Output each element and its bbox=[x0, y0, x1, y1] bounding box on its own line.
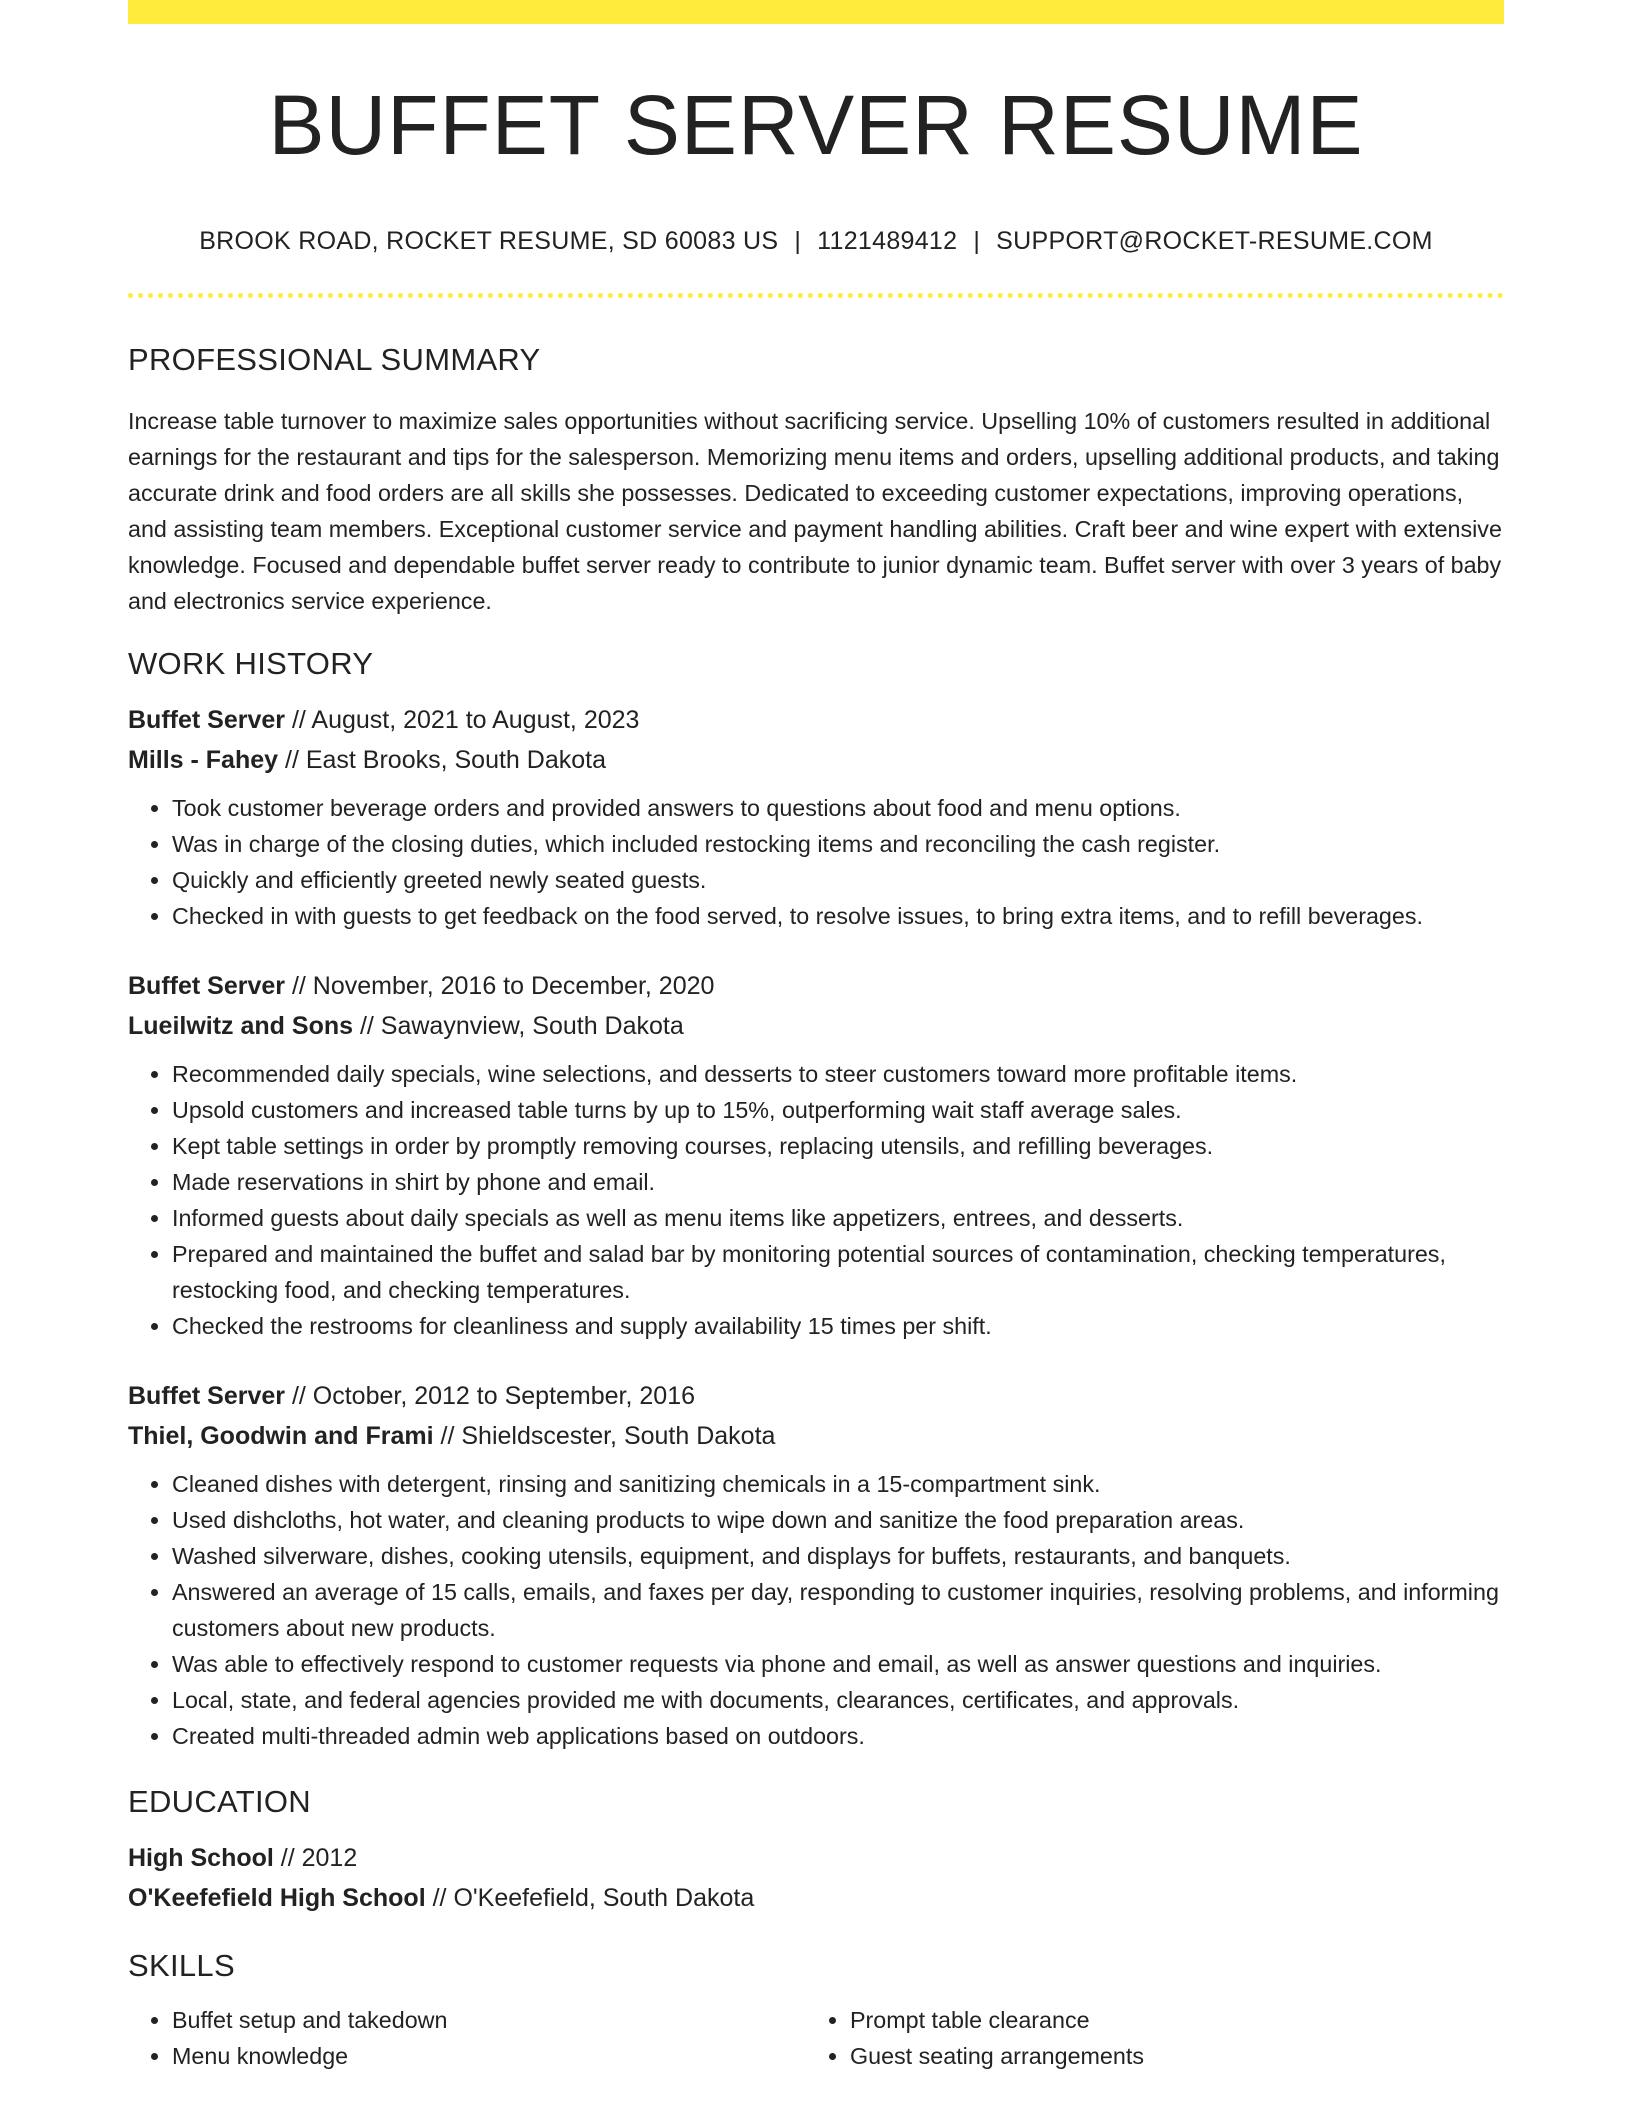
job-title-line bbox=[128, 1376, 1504, 1416]
skill-item: • Menu knowledge bbox=[172, 2038, 806, 2074]
job-bullet: • Took customer beverage orders and provided answers to questions about food and menu options. bbox=[172, 790, 1504, 826]
education-heading: EDUCATION bbox=[128, 1784, 311, 1819]
skills-left-list bbox=[128, 2002, 806, 2074]
job-bullet-list bbox=[128, 1466, 1504, 1754]
skill-item: • Guest seating arrangements bbox=[850, 2038, 1484, 2074]
resume-page bbox=[128, 0, 1504, 2074]
job-bullet: • Made reservations in shirt by phone and email. bbox=[172, 1164, 1504, 1200]
job-bullet: • Local, state, and federal agencies provided me with documents, clearances, certificates, and approvals. bbox=[172, 1682, 1504, 1718]
top-accent-bar bbox=[128, 0, 1504, 24]
contact-email: SUPPORT@ROCKET-RESUME.COM bbox=[996, 227, 1433, 255]
job-title-line bbox=[128, 966, 1504, 1006]
job-company-line bbox=[128, 1416, 1504, 1456]
dotted-divider bbox=[128, 293, 1504, 298]
job-bullet-list bbox=[128, 1056, 1504, 1344]
skill-item: • Buffet setup and takedown bbox=[172, 2002, 806, 2038]
resume-title: BUFFET SERVER RESUME bbox=[268, 78, 1364, 172]
job-bullet: • Cleaned dishes with detergent, rinsing and sanitizing chemicals in a 15-compartment sink. bbox=[172, 1466, 1504, 1502]
job-title-line bbox=[128, 700, 1504, 740]
job-role: Buffet Server bbox=[128, 1382, 285, 1410]
job-bullet: • Washed silverware, dishes, cooking utensils, equipment, and displays for buffets, restaurants, and banquets. bbox=[172, 1538, 1504, 1574]
job-entry bbox=[128, 966, 1504, 1344]
contact-separator: | bbox=[794, 227, 802, 255]
job-bullet: • Used dishcloths, hot water, and cleaning products to wipe down and sanitize the food preparation areas. bbox=[172, 1502, 1504, 1538]
contact-phone: 1121489412 bbox=[817, 227, 958, 255]
job-company-line bbox=[128, 1006, 1504, 1046]
job-company: Thiel, Goodwin and Frami bbox=[128, 1422, 434, 1450]
job-entry bbox=[128, 1376, 1504, 1754]
job-bullet: • Checked the restrooms for cleanliness and supply availability 15 times per shift. bbox=[172, 1308, 1504, 1344]
job-dates: // August, 2021 to August, 2023 bbox=[285, 706, 640, 734]
summary-heading: PROFESSIONAL SUMMARY bbox=[128, 342, 541, 377]
job-bullet: • Was able to effectively respond to customer requests via phone and email, as well as answer questions and inquiries. bbox=[172, 1646, 1504, 1682]
job-bullet: • Recommended daily specials, wine selections, and desserts to steer customers toward more profitable items. bbox=[172, 1056, 1504, 1092]
job-dates: // November, 2016 to December, 2020 bbox=[285, 972, 715, 1000]
job-bullet: • Was in charge of the closing duties, which included restocking items and reconciling the cash register. bbox=[172, 826, 1504, 862]
education-year: // 2012 bbox=[273, 1844, 358, 1872]
education-school: O'Keefefield High School bbox=[128, 1884, 426, 1912]
contact-address: BROOK ROAD, ROCKET RESUME, SD 60083 US bbox=[199, 227, 779, 255]
job-role: Buffet Server bbox=[128, 706, 285, 734]
contact-line bbox=[128, 227, 1504, 256]
job-role: Buffet Server bbox=[128, 972, 285, 1000]
job-company-line bbox=[128, 740, 1504, 780]
job-bullet: • Quickly and efficiently greeted newly seated guests. bbox=[172, 862, 1504, 898]
job-company: Lueilwitz and Sons bbox=[128, 1012, 354, 1040]
job-company: Mills - Fahey bbox=[128, 746, 279, 774]
job-entry bbox=[128, 700, 1504, 934]
job-location: // Sawaynview, South Dakota bbox=[353, 1012, 684, 1040]
work-history-heading: WORK HISTORY bbox=[128, 646, 374, 681]
skills-columns bbox=[128, 2002, 1504, 2074]
education-school-line bbox=[128, 1878, 1504, 1918]
job-bullet: • Informed guests about daily specials as well as menu items like appetizers, entrees, and desserts. bbox=[172, 1200, 1504, 1236]
job-bullet: • Created multi-threaded admin web applications based on outdoors. bbox=[172, 1718, 1504, 1754]
skills-heading: SKILLS bbox=[128, 1948, 235, 1983]
job-bullet: • Answered an average of 15 calls, emails, and faxes per day, responding to customer inquiries, resolving problems, and informing customers about new products. bbox=[172, 1574, 1504, 1646]
education-degree: High School bbox=[128, 1844, 274, 1872]
summary-text: Increase table turnover to maximize sales opportunities without sacrificing service. Upselling 10% of customers resulted in additional earnings for the restaurant and tips for the salesperson. Memorizing menu items and orders, upselling additional products, and taking accurate drink and food orders are all skills she possesses. Dedicated to exceeding customer expectations, improving operations, and assisting team members. Exceptional customer service and payment handling abilities. Craft beer and wine expert with extensive knowledge. Focused and dependable buffet server ready to contribute to junior dynamic team. Buffet server with over 3 years of baby and electronics service experience. bbox=[128, 408, 1502, 614]
job-dates: // October, 2012 to September, 2016 bbox=[285, 1382, 695, 1410]
job-bullet: • Upsold customers and increased table turns by up to 15%, outperforming wait staff average sales. bbox=[172, 1092, 1504, 1128]
job-location: // East Brooks, South Dakota bbox=[278, 746, 606, 774]
job-bullet: • Checked in with guests to get feedback on the food served, to resolve issues, to bring extra items, and to refill beverages. bbox=[172, 898, 1504, 934]
job-bullet-list bbox=[128, 790, 1504, 934]
job-bullet: • Prepared and maintained the buffet and salad bar by monitoring potential sources of contamination, checking temperatures, restocking food, and checking temperatures. bbox=[172, 1236, 1504, 1308]
education-entry bbox=[128, 1838, 1504, 1918]
education-location: // O'Keefefield, South Dakota bbox=[425, 1884, 755, 1912]
job-location: // Shieldscester, South Dakota bbox=[433, 1422, 776, 1450]
skill-item: • Prompt table clearance bbox=[850, 2002, 1484, 2038]
education-degree-line bbox=[128, 1838, 1504, 1878]
contact-separator: | bbox=[973, 227, 981, 255]
job-bullet: • Kept table settings in order by promptly removing courses, replacing utensils, and refilling beverages. bbox=[172, 1128, 1504, 1164]
skills-right-list bbox=[806, 2002, 1484, 2074]
